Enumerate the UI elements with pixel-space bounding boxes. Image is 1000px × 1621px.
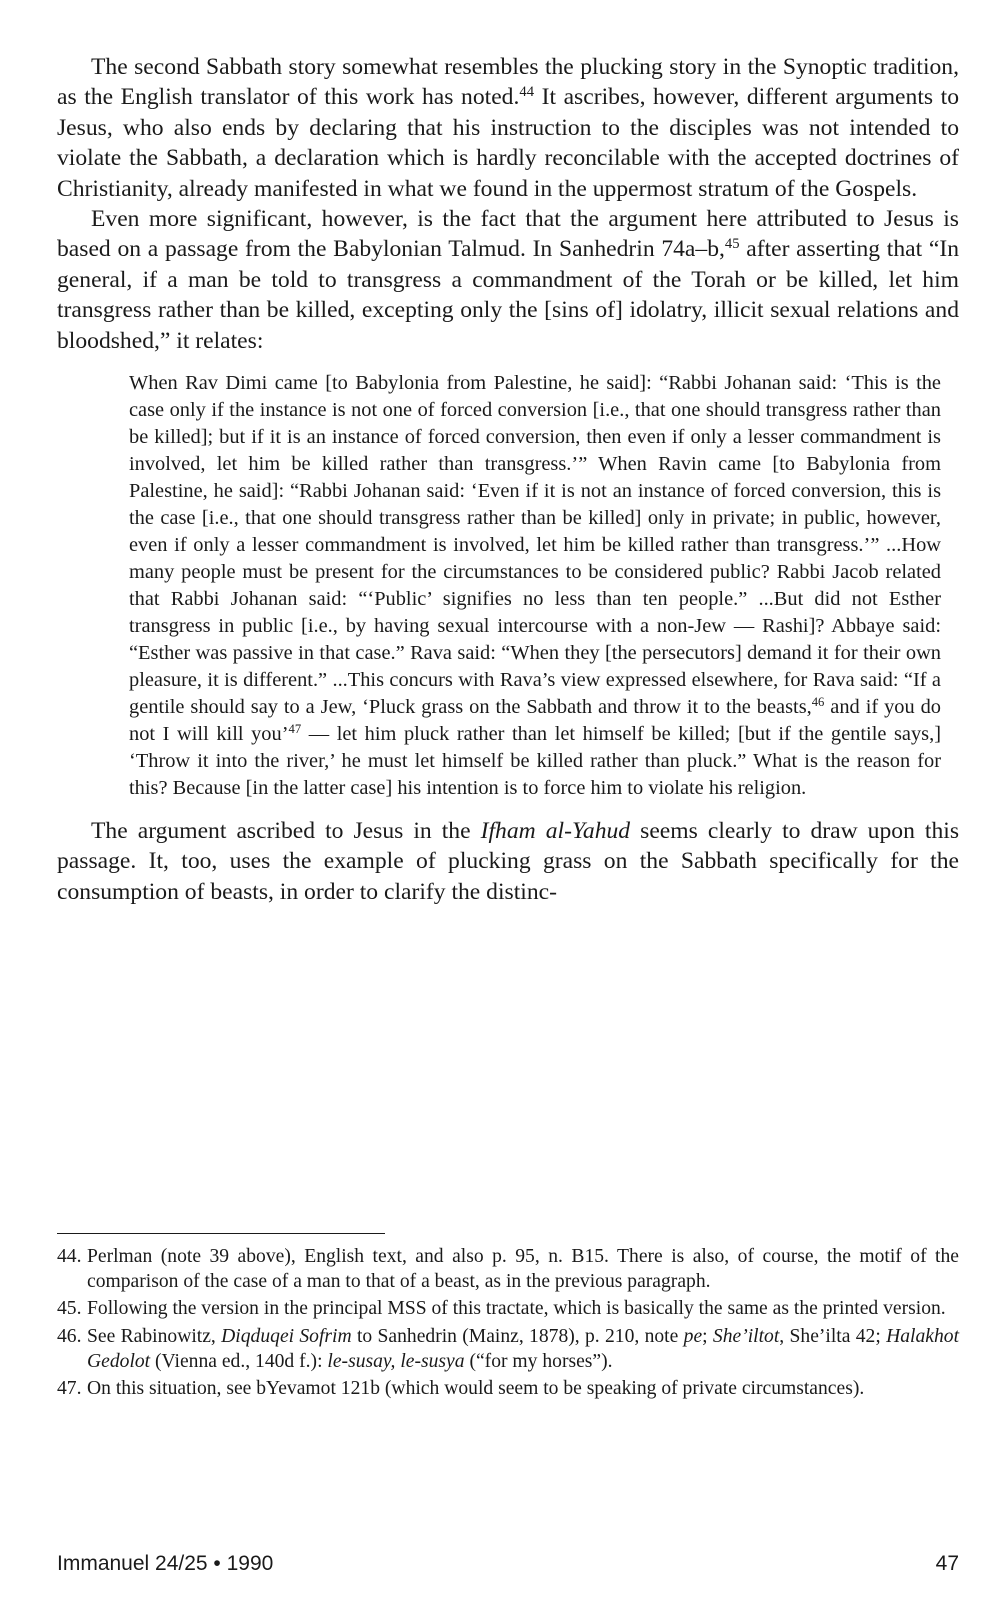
- footnote-text: On this situation, see bYevamot 121b (which would seem to be speaking of private circumstances).: [87, 1378, 865, 1400]
- footnote-ref-44[interactable]: 44: [519, 84, 534, 101]
- paragraph-2-text-b: after asserting that “In general, if a man be told to transgress a commandment of the Torah or be killed, let him transgress rather than be killed, excepting only the [sins of] idolatry, illicit sexual relations and bloodshed,” it relates:: [57, 236, 959, 354]
- footnote-text: to Sanhedrin (Mainz, 1878), p. 210, note: [351, 1325, 684, 1347]
- block-quote-text-b: and if you do not I will kill you’: [129, 696, 942, 746]
- footnote-italic: Halakhot Gedolot: [87, 1325, 960, 1372]
- block-quote-text-a: When Rav Dimi came [to Babylonia from Palestine, he said]: “Rabbi Johanan said: ‘This is the case only if the instance is not one of forced conversion [i.e., that one should transgress rather than be killed]; but if it is an instance of forced conversion, then even if only a lesser commandment is involved, let him be killed rather than transgress.’” When Ravin came [to Babylonia from Palestine, he said]: “Rabbi Johanan said: ‘Even if it is not an instance of forced conversion, this is the case [i.e., that one should transgress rather than be killed] only in private; in public, however, even if only a lesser commandment is involved, let him be killed rather than transgress.’” ...How many people must be present for the circumstances to be considered public? Rabbi Jacob related that Rabbi Johanan said: “‘Public’ signifies no less than ten people.” ...But did not Esther transgress in public [i.e., by having sexual intercourse with a non-Jew — Rashi]? Abbaye said: “Esther was passive in that case.” Rava said: “When they [the persecutors] demand it for their own pleasure, it is different.” ...This concurs with Rava’s view expressed elsewhere, for Rava said: “If a gentile should say to a Jew, ‘Pluck grass on the Sabbath and throw it to the beasts,: [129, 372, 941, 719]
- footnote-ref-46[interactable]: 46: [811, 695, 825, 710]
- page-number: 47: [935, 1552, 959, 1575]
- footnote-number: 46.: [57, 1325, 82, 1347]
- footnote-46: [57, 1324, 959, 1374]
- footnote-number: 44.: [57, 1246, 82, 1267]
- footnote-divider: [57, 1233, 385, 1234]
- paragraph-1: [57, 52, 959, 204]
- footnote-italic: Diqduqei Sofrim: [221, 1325, 352, 1347]
- footnote-44: [57, 1244, 959, 1294]
- footnote-text: ;: [702, 1325, 713, 1347]
- footnote-text: Following the version in the principal MSS of this tractate, which is basically the same as the printed version.: [87, 1298, 946, 1320]
- footnotes: [57, 1244, 959, 1403]
- paragraph-2-text-a: Even more significant, however, is the fact that the argument here attributed to Jesus is based on a passage from the Babylonian Talmud. In Sanhedrin 74a–b,: [57, 206, 959, 263]
- work-title-italic: Ifham al-Yahud: [480, 818, 631, 845]
- footnote-italic: le-susay, le-susya: [327, 1350, 465, 1372]
- footnote-47: [57, 1376, 959, 1401]
- journal-info: Immanuel 24/25 • 1990: [57, 1552, 274, 1575]
- footnote-number: 47.: [57, 1378, 82, 1400]
- block-quote: [129, 370, 941, 802]
- footnote-45: [57, 1296, 959, 1321]
- footnote-italic: pe: [683, 1325, 703, 1347]
- footnote-text: See Rabinowitz,: [87, 1325, 222, 1347]
- footnote-ref-47[interactable]: 47: [288, 722, 302, 737]
- paragraph-3-text-b: seems clearly to draw upon this passage. It, too, uses the example of plucking grass on the Sabbath specifically for the consumption of beasts, in order to clarify the distinc-: [57, 818, 960, 905]
- footnote-ref-45[interactable]: 45: [724, 236, 740, 253]
- footnote-number: 45.: [57, 1298, 82, 1320]
- paragraph-1-text-b: It ascribes, however, different arguments to Jesus, who also ends by declaring that his instruction to the disciples was not intended to violate the Sabbath, a declaration which is hardly reconcilable with the accepted doctrines of Christianity, already manifested in what we found in the uppermost stratum of the Gospels.: [57, 84, 960, 202]
- footnote-text: Perlman (note 39 above), English text, and also p. 95, n. B15. There is also, of course, the motif of the comparison of the case of a man to that of a beast, as in the previous paragraph.: [87, 1246, 959, 1293]
- main-text: [57, 52, 959, 907]
- paragraph-3: [57, 816, 959, 907]
- paragraph-3-text-a: The argument ascribed to Jesus in the: [91, 818, 481, 845]
- paragraph-1-text-a: The second Sabbath story somewhat resembles the plucking story in the Synoptic tradition, as the English translator of this work has noted.: [57, 54, 959, 111]
- paragraph-2: [57, 204, 959, 356]
- footnote-text: (Vienna ed., 140d f.):: [150, 1350, 328, 1372]
- footnote-text: , She’ilta 42;: [779, 1325, 887, 1347]
- footnote-text: (“for my horses”).: [464, 1350, 613, 1372]
- footnote-italic: She’iltot: [712, 1325, 780, 1347]
- block-quote-text-c: — let him pluck rather than let himself be killed; [but if the gentile says,] ‘Throw it into the river,’ he must let himself be killed rather than pluck.” What is the reason for this? Because [in the latter case] his intention is to force him to violate his religion.: [129, 723, 942, 800]
